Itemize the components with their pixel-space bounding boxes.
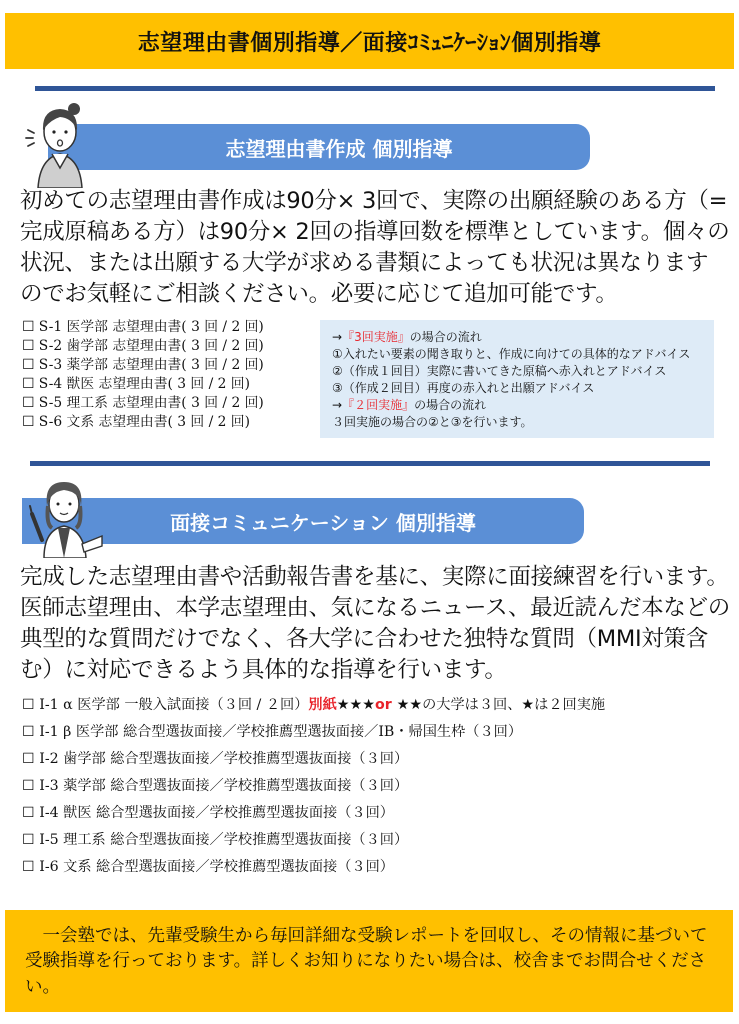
separate-sheet-note: 別紙 xyxy=(308,697,337,713)
flow-step-1: ①入れたい要素の聞き取りと、作成に向けての具体的なアドバイス xyxy=(332,347,691,361)
page-title: 志望理由書個別指導／面接ｺﾐｭﾆｹｰｼｮﾝ個別指導 xyxy=(137,30,602,56)
course-option-i3[interactable]: ☐ I-3 薬学部 総合型選抜面接／学校推薦型選抜面接（３回） xyxy=(22,778,409,794)
section-heading-label: 面接コミュニケーション 個別指導 xyxy=(170,510,476,535)
flow-3-title: →『3回実施』の場合の流れ xyxy=(332,330,482,344)
interview-course-list xyxy=(22,692,734,881)
course-option-s5[interactable]: ☐ S-5 理工系 志望理由書( 3 回 / 2 回) xyxy=(22,395,264,411)
flow-2-title: →『２回実施』の場合の流れ xyxy=(332,398,487,412)
statement-course-list xyxy=(22,318,322,432)
interview-intro-text: 完成した志望理由書や活動報告書を基に、実際に面接練習を行います。医師志望理由、本学志望理由、気になるニュース、最近読んだ本などの典型的な質問だけでなく、各大学に合わせた独特な質問（MMI対策含む）に対応できるよう具体的な指導を行います。 xyxy=(20,564,730,684)
flow-step-3: ③（作成２回目）再度の赤入れと出願アドバイス xyxy=(332,381,595,395)
section-heading-statement xyxy=(48,124,590,170)
course-option-i1-alpha[interactable]: ☐ I-1 α 医学部 一般入試面接（３回 / ２回）別紙★★★or ★★の大学は３回、★は２回実施 xyxy=(22,697,606,713)
course-option-i4[interactable]: ☐ I-4 獣医 総合型選抜面接／学校推薦型選抜面接（３回） xyxy=(22,805,394,821)
course-option-i2[interactable]: ☐ I-2 歯学部 総合型選抜面接／学校推薦型選抜面接（３回） xyxy=(22,751,409,767)
section-divider xyxy=(35,86,715,91)
course-option-i6[interactable]: ☐ I-6 文系 総合型選抜面接／学校推薦型選抜面接（３回） xyxy=(22,859,394,875)
flow-2-highlight: 『２回実施』 xyxy=(342,398,415,412)
section-heading-label: 志望理由書作成 個別指導 xyxy=(225,136,453,161)
footer-notice xyxy=(5,910,733,1012)
section-heading-interview xyxy=(22,498,584,544)
flow-3-highlight: 『3回実施』 xyxy=(342,330,410,344)
course-option-s1[interactable]: ☐ S-1 医学部 志望理由書( 3 回 / 2 回) xyxy=(22,319,264,335)
course-option-s3[interactable]: ☐ S-3 薬学部 志望理由書( 3 回 / 2 回) xyxy=(22,357,264,373)
flow-2-detail: ３回実施の場合の②と③を行います。 xyxy=(332,415,533,429)
woman-thinking-illustration xyxy=(20,96,100,188)
one-star: ★ xyxy=(521,697,535,713)
course-option-i1-beta[interactable]: ☐ I-1 β 医学部 総合型選抜面接／学校推薦型選抜面接／IB・帰国生枠（３回） xyxy=(22,724,523,740)
flow-step-2: ②（作成１回目）実際に書いてきた原稿へ赤入れとアドバイス xyxy=(332,364,667,378)
three-stars: ★★★ xyxy=(336,697,375,713)
course-option-s2[interactable]: ☐ S-2 歯学部 志望理由書( 3 回 / 2 回) xyxy=(22,338,264,354)
course-option-s4[interactable]: ☐ S-4 獣医 志望理由書( 3 回 / 2 回) xyxy=(22,376,250,392)
statement-intro-text: 初めての志望理由書作成は90分× 3回で、実際の出願経験のある方（=完成原稿ある方）は90分× 2回の指導回数を標準としています。個々の状況、または出願する大学が求める書類によっても状況は異なりますのでお気軽にご相談ください。必要に応じて追加可能です。 xyxy=(20,188,730,308)
course-option-i5[interactable]: ☐ I-5 理工系 総合型選抜面接／学校推薦型選抜面接（３回） xyxy=(22,832,409,848)
footer-text: 一会塾では、先輩受験生から毎回詳細な受験レポートを回収し、その情報に基づいて受験指導を行っております。詳しくお知りになりたい場合は、校舎までお問合せください。 xyxy=(25,926,708,997)
flow-notes-box xyxy=(320,320,714,438)
section-divider xyxy=(30,461,710,466)
page-title-banner xyxy=(5,13,734,69)
woman-pointing-illustration xyxy=(22,466,106,558)
two-stars: ★★ xyxy=(391,697,423,713)
course-option-s6[interactable]: ☐ S-6 文系 志望理由書( 3 回 / 2 回) xyxy=(22,414,250,430)
